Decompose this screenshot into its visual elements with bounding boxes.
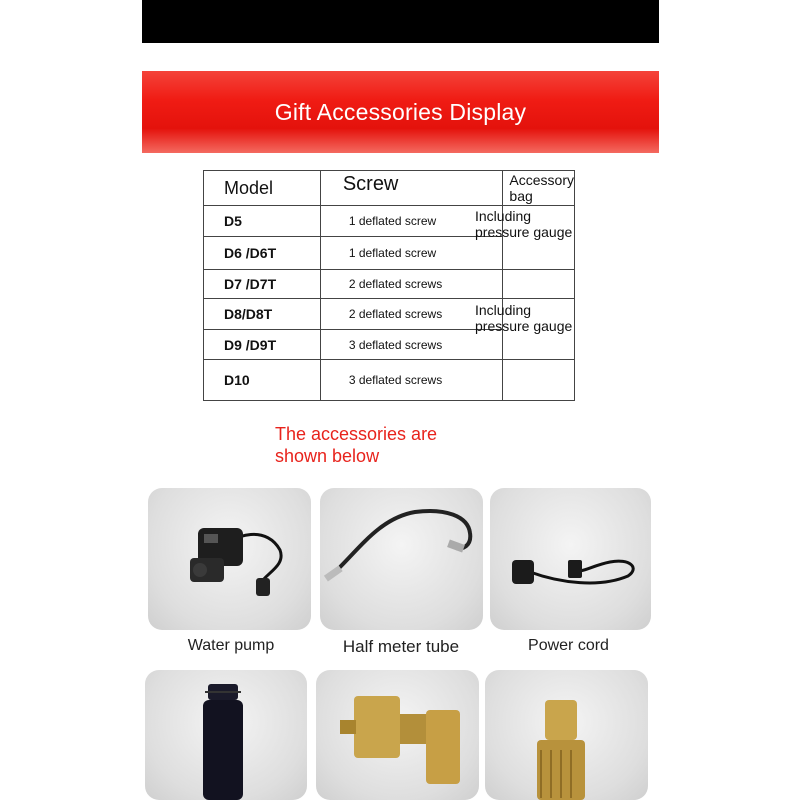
model-cell: D7 /D7T <box>204 270 321 299</box>
model-cell: D10 <box>204 360 321 401</box>
model-cell: D5 <box>204 206 321 237</box>
power-cord-tile <box>490 488 651 630</box>
table-row <box>204 270 575 299</box>
accessories-table <box>203 170 575 401</box>
accessory-caption: Water pump <box>187 637 275 654</box>
screw-cell: 1 deflated screw <box>320 237 503 270</box>
header-accessory-bag: Accessory bag <box>503 171 575 206</box>
brass-connector-icon <box>316 670 479 800</box>
filter-cartridge-icon <box>145 670 307 800</box>
banner-title: Gift Accessories Display <box>274 98 527 125</box>
accessories-note: The accessories are shown below <box>275 424 438 466</box>
power-cord-icon <box>490 488 651 630</box>
water-pump-icon <box>148 488 311 630</box>
hose-tile <box>320 488 483 630</box>
brass-fitting-tile <box>485 670 648 800</box>
water-pump-tile <box>148 488 311 630</box>
screw-cell: 2 deflated screws <box>320 270 503 299</box>
top-black-bar <box>142 0 659 43</box>
bag-note-1: Including pressure gauge <box>475 208 573 240</box>
screw-cell: 2 deflated screws <box>320 299 503 330</box>
bag-cell <box>503 360 575 401</box>
table-row <box>204 360 575 401</box>
screw-cell: 3 deflated screws <box>320 330 503 360</box>
hose-icon <box>320 488 483 630</box>
brass-connector-tile <box>316 670 479 800</box>
model-cell: D9 /D9T <box>204 330 321 360</box>
bag-note-2: Including pressure gauge <box>475 302 573 334</box>
header-screw: Screw <box>320 171 503 206</box>
accessory-caption: Power cord <box>528 637 609 654</box>
accessory-caption: Half meter tube <box>342 637 460 656</box>
header-model: Model <box>204 171 321 206</box>
screw-cell: 1 deflated screw <box>320 206 503 237</box>
table-header-row <box>204 171 575 206</box>
bag-cell <box>503 270 575 299</box>
screw-cell: 3 deflated screws <box>320 360 503 401</box>
filter-cartridge-tile <box>145 670 307 800</box>
brass-fitting-icon <box>485 670 648 800</box>
model-cell: D8/D8T <box>204 299 321 330</box>
title-banner <box>142 71 659 153</box>
model-cell: D6 /D6T <box>204 237 321 270</box>
